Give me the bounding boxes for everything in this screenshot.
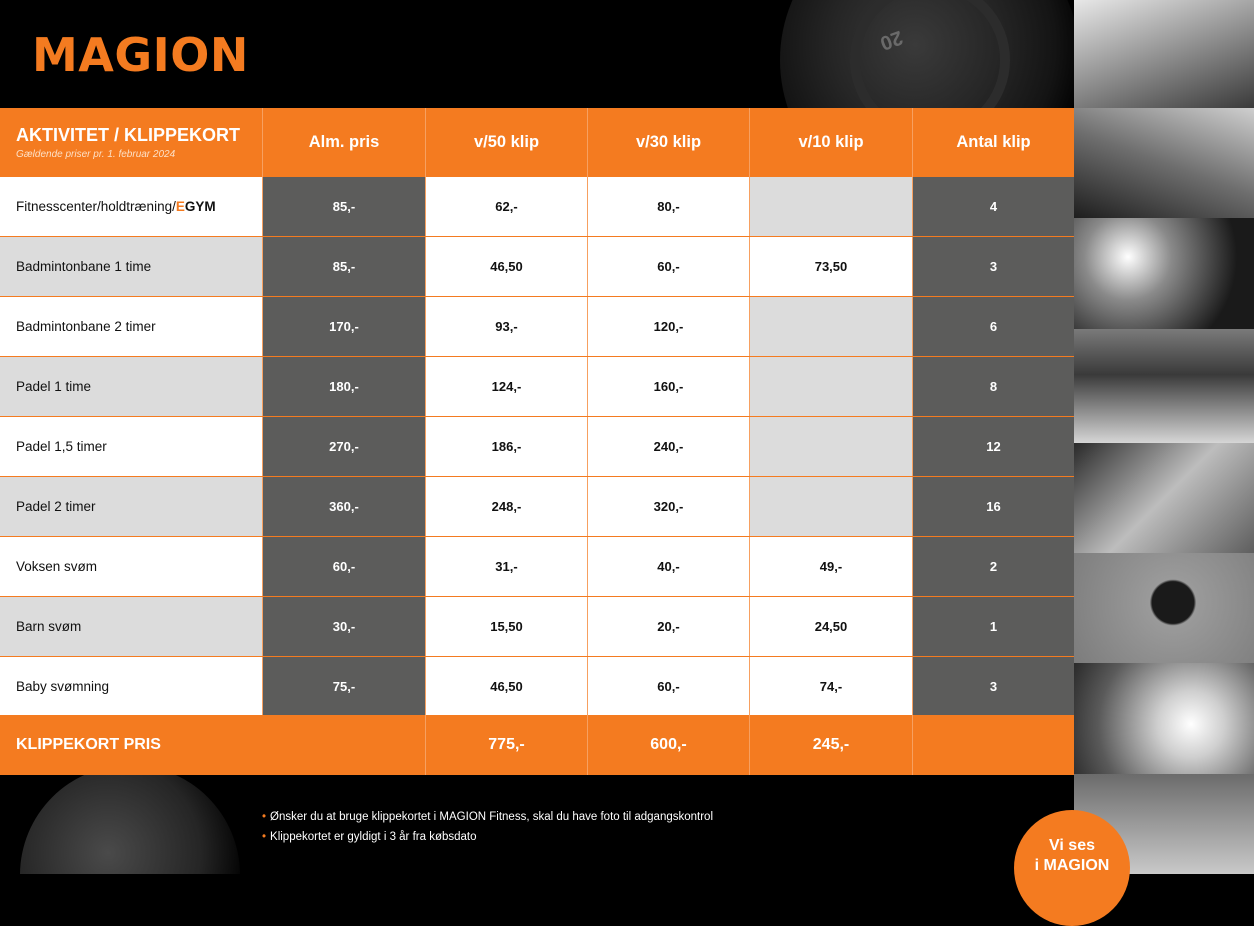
- note-item: [262, 831, 713, 843]
- price-v10: [749, 357, 912, 416]
- table-header-row: [0, 108, 1074, 177]
- antal-klip: 8: [912, 357, 1074, 416]
- antal-klip: 4: [912, 177, 1074, 236]
- price-v30: 20,-: [587, 597, 749, 656]
- activity-name: Voksen svøm: [0, 537, 262, 596]
- antal-klip: 16: [912, 477, 1074, 536]
- price-v50: 93,-: [425, 297, 587, 356]
- price-v10: 24,50: [749, 597, 912, 656]
- activity-name: Barn svøm: [0, 597, 262, 656]
- header: [0, 0, 1074, 108]
- photo-concert: [1074, 218, 1254, 329]
- price-v50: 46,50: [425, 657, 587, 716]
- photo-gym-machines: [1074, 329, 1254, 443]
- price-alm: 270,-: [262, 417, 425, 476]
- total-row: [0, 715, 1074, 775]
- price-alm: 85,-: [262, 237, 425, 296]
- activity-name: [0, 177, 262, 236]
- price-v30: 60,-: [587, 237, 749, 296]
- plate-ring: [850, 0, 1010, 108]
- table-row: [0, 537, 1074, 597]
- table-subtitle: Gældende priser pr. 1. februar 2024: [16, 149, 176, 160]
- price-alm: 360,-: [262, 477, 425, 536]
- activity-name: Padel 2 timer: [0, 477, 262, 536]
- activity-prefix: Fitnesscenter/holdtræning/: [16, 199, 176, 214]
- price-v50: 124,-: [425, 357, 587, 416]
- table-row: [0, 597, 1074, 657]
- column-header-v30: v/30 klip: [587, 108, 749, 177]
- price-v50: 15,50: [425, 597, 587, 656]
- price-alm: 170,-: [262, 297, 425, 356]
- table-row: [0, 477, 1074, 537]
- photo-weight-training: [1074, 443, 1254, 553]
- shuttlecock-image: [20, 775, 240, 874]
- table-row: [0, 357, 1074, 417]
- price-alm: 60,-: [262, 537, 425, 596]
- vi-ses-badge: [1014, 810, 1130, 926]
- price-v10: [749, 477, 912, 536]
- price-alm: 180,-: [262, 357, 425, 416]
- price-v10: 73,50: [749, 237, 912, 296]
- note-text: Klippekortet er gyldigt i 3 år fra købsdato: [270, 831, 477, 843]
- total-v10: 245,-: [749, 715, 912, 775]
- column-header-antal: Antal klip: [912, 108, 1074, 177]
- weight-plate-image: [780, 0, 1074, 108]
- price-v30: 60,-: [587, 657, 749, 716]
- price-v10: 74,-: [749, 657, 912, 716]
- photo-shuttlecock: [1074, 663, 1254, 774]
- table-row: [0, 417, 1074, 477]
- footer-notes: [262, 811, 713, 851]
- price-v50: 46,50: [425, 237, 587, 296]
- footer: [0, 775, 1074, 874]
- note-text: Ønsker du at bruge klippekortet i MAGION Fitness, skal du have foto til adgangskontrol: [270, 811, 714, 823]
- price-alm: 75,-: [262, 657, 425, 716]
- table-row: [0, 237, 1074, 297]
- price-v50: 62,-: [425, 177, 587, 236]
- price-v30: 240,-: [587, 417, 749, 476]
- total-v50: 775,-: [425, 715, 587, 775]
- price-alm: 85,-: [262, 177, 425, 236]
- table-title: AKTIVITET / KLIPPEKORT: [16, 125, 241, 145]
- bullet-icon: •: [262, 811, 267, 823]
- egym-e: E: [175, 199, 185, 214]
- column-header-alm: Alm. pris: [262, 108, 425, 177]
- price-table: [0, 108, 1074, 775]
- price-v50: 186,-: [425, 417, 587, 476]
- column-header-v50: v/50 klip: [425, 108, 587, 177]
- photo-strip: [1074, 0, 1254, 874]
- antal-klip: 1: [912, 597, 1074, 656]
- price-v10: [749, 177, 912, 236]
- price-v10: [749, 417, 912, 476]
- bullet-icon: •: [262, 831, 267, 843]
- price-v30: 120,-: [587, 297, 749, 356]
- table-row: [0, 297, 1074, 357]
- activity-name: Padel 1,5 timer: [0, 417, 262, 476]
- activity-name: Badmintonbane 2 timer: [0, 297, 262, 356]
- price-v10: [749, 297, 912, 356]
- price-v30: 160,-: [587, 357, 749, 416]
- price-v10: 49,-: [749, 537, 912, 596]
- table-row: [0, 657, 1074, 717]
- antal-klip: 6: [912, 297, 1074, 356]
- magion-logo: MAGION: [32, 28, 249, 82]
- price-v30: 40,-: [587, 537, 749, 596]
- total-v30: 600,-: [587, 715, 749, 775]
- antal-klip: 3: [912, 237, 1074, 296]
- price-alm: 30,-: [262, 597, 425, 656]
- total-empty: [912, 715, 1074, 775]
- activity-name: Padel 1 time: [0, 357, 262, 416]
- activity-name: Badmintonbane 1 time: [0, 237, 262, 296]
- photo-padel-racket: [1074, 553, 1254, 663]
- price-v50: 31,-: [425, 537, 587, 596]
- table-row: [0, 177, 1074, 237]
- photo-fitness-class: [1074, 0, 1254, 108]
- photo-exercise-bike: [1074, 108, 1254, 218]
- price-v30: 80,-: [587, 177, 749, 236]
- antal-klip: 12: [912, 417, 1074, 476]
- column-header-v10: v/10 klip: [749, 108, 912, 177]
- note-item: [262, 811, 713, 823]
- activity-name: Baby svømning: [0, 657, 262, 716]
- egym-gym: GYM: [184, 199, 216, 214]
- antal-klip: 3: [912, 657, 1074, 716]
- header-activity: [0, 108, 262, 177]
- badge-line1: Vi ses: [1049, 837, 1095, 854]
- antal-klip: 2: [912, 537, 1074, 596]
- plate-label: 20: [877, 25, 906, 55]
- total-label: KLIPPEKORT PRIS: [16, 736, 161, 753]
- price-v50: 248,-: [425, 477, 587, 536]
- price-v30: 320,-: [587, 477, 749, 536]
- badge-line2: i MAGION: [1034, 857, 1110, 874]
